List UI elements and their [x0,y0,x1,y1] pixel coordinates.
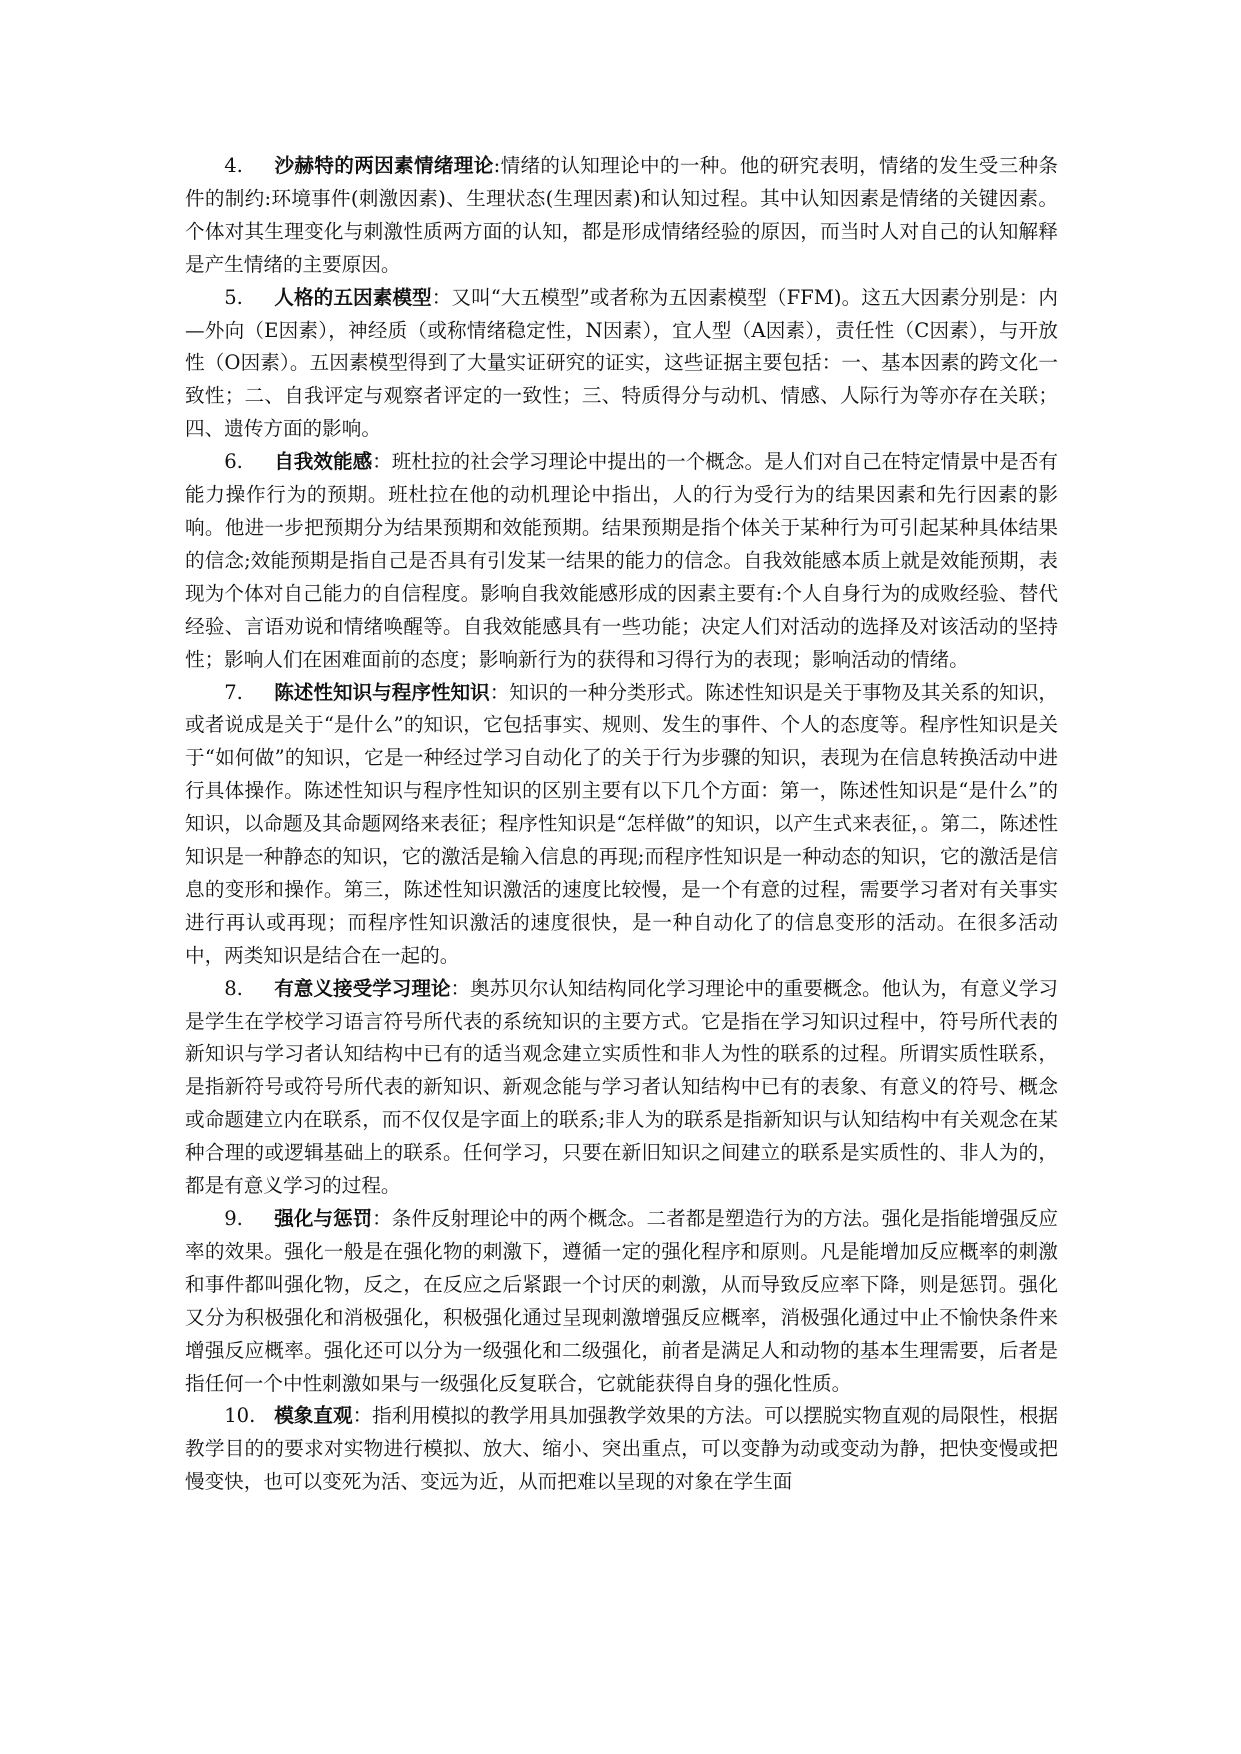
entry-10 [185,1400,1058,1499]
entry-number: 5. [224,285,243,309]
entry-term: 有意义接受学习理论 [274,976,451,1000]
entry-term: 模象直观 [274,1404,353,1428]
entry-7 [185,677,1058,973]
entry-text: ：班杜拉的社会学习理论中提出的一个概念。是人们对自己在特定情景中是否有能力操作行为的预期。班杜拉在他的动机理论中指出，人的行为受行为的结果因素和先行因素的影响。他进一步把预期分为结果预期和效能预期。结果预期是指个体关于某种行为可引起某种具体结果的信念;效能预期是指自己是否具有引发某一结果的能力的信念。自我效能感本质上就是效能预期，表现为个体对自己能力的自信程度。影响自我效能感形成的因素主要有:个人自身行为的成败经验、替代经验、言语劝说和情绪唤醒等。自我效能感具有一些功能；决定人们对活动的选择及对该活动的坚持性；影响人们在困难面前的态度；影响新行为的获得和习得行为的表现；影响活动的情绪。 [185,450,1059,671]
entry-term: 强化与惩罚 [274,1207,373,1230]
entry-text: ：又叫“大五模型”或者称为五因素模型（FFM)。这五大因素分别是：内—外向（E因素），神经质（或称情绪稳定性，N因素），宜人型（A因素），责任性（C因素），与开放性（O因素）。五因素模型得到了大量实证研究的证实，这些证据主要包括：一、基本因素的跨文化一致性；二、自我评定与观察者评定的一致性；三、特质得分与动机、情感、人际行为等亦存在关联；四、遗传方面的影响。 [185,285,1058,441]
entry-9 [185,1203,1058,1400]
entry-term: 自我效能感 [274,450,373,474]
entry-number: 6. [224,450,243,474]
entry-number: 4. [224,154,243,177]
entry-6 [185,446,1058,676]
entry-number: 9. [224,1207,243,1230]
entry-5 [185,282,1058,447]
entry-term: 沙赫特的两因素情绪理论 [274,154,494,177]
entry-term: 陈述性知识与程序性知识 [274,680,490,704]
entry-text: ：奥苏贝尔认知结构同化学习理论中的重要概念。他认为，有意义学习是学生在学校学习语言符号所代表的系统知识的主要方式。它是指在学习知识过程中，符号所代表的新知识与学习者认知结构中已有的适当观念建立实质性和非人为性的联系的过程。所谓实质性联系，是指新符号或符号所代表的新知识、新观念能与学习者认知结构中已有的表象、有意义的符号、概念或命题建立内在联系，而不仅仅是字面上的联系;非人为的联系是指新知识与认知结构中有关观念在某种合理的或逻辑基础上的联系。任何学习，只要在新旧知识之间建立的联系是实质性的、非人为的，都是有意义学习的过程。 [185,976,1058,1198]
entry-4 [185,150,1058,282]
entry-text: ：条件反射理论中的两个概念。二者都是塑造行为的方法。强化是指能增强反应率的效果。强化一般是在强化物的刺激下，遵循一定的强化程序和原则。凡是能增加反应概率的刺激和事件都叫强化物，反之，在反应之后紧跟一个讨厌的刺激，从而导致反应率下降，则是惩罚。强化又分为积极强化和消极强化，积极强化通过呈现刺激增强反应概率，消极强化通过中止不愉快条件来增强反应概率。强化还可以分为一级强化和二级强化，前者是满足人和动物的基本生理需要，后者是指任何一个中性刺激如果与一级强化反复联合，它就能获得自身的强化性质。 [185,1207,1059,1395]
entry-text: ：指利用模拟的教学用具加强教学效果的方法。可以摆脱实物直观的局限性，根据教学目的的要求对实物进行模拟、放大、缩小、突出重点，可以变静为动或变动为静，把快变慢或把慢变快，也可以变死为活、变远为近，从而把难以呈现的对象在学生面 [185,1404,1059,1494]
entry-number: 7. [224,680,243,704]
entry-number: 8. [224,976,243,1000]
entry-8 [185,973,1058,1203]
entry-number: 10. [224,1404,256,1428]
entry-term: 人格的五因素模型 [274,285,432,309]
entry-text: ：知识的一种分类形式。陈述性知识是关于事物及其关系的知识，或者说成是关于“是什么”的知识，它包括事实、规则、发生的事件、个人的态度等。程序性知识是关于“如何做”的知识，它是一种经过学习自动化了的关于行为步骤的知识，表现为在信息转换活动中进行具体操作。陈述性知识与程序性知识的区别主要有以下几个方面：第一，陈述性知识是“是什么”的知识，以命题及其命题网络来表征；程序性知识是“怎样做”的知识，以产生式来表征，。第二，陈述性知识是一种静态的知识，它的激活是输入信息的再现;而程序性知识是一种动态的知识，它的激活是信息的变形和操作。第三，陈述性知识激活的速度比较慢，是一个有意的过程，需要学习者对有关事实进行再认或再现；而程序性知识激活的速度很快，是一种自动化了的信息变形的活动。在很多活动中，两类知识是结合在一起的。 [185,680,1059,967]
document-page [185,150,1058,1499]
entry-text: :情绪的认知理论中的一种。他的研究表明，情绪的发生受三种条件的制约:环境事件(刺激因素)、生理状态(生理因素)和认知过程。其中认知因素是情绪的关键因素。个体对其生理变化与刺激性质两方面的认知，都是形成情绪经验的原因，而当时人对自己的认知解释是产生情绪的主要原因。 [185,154,1058,276]
